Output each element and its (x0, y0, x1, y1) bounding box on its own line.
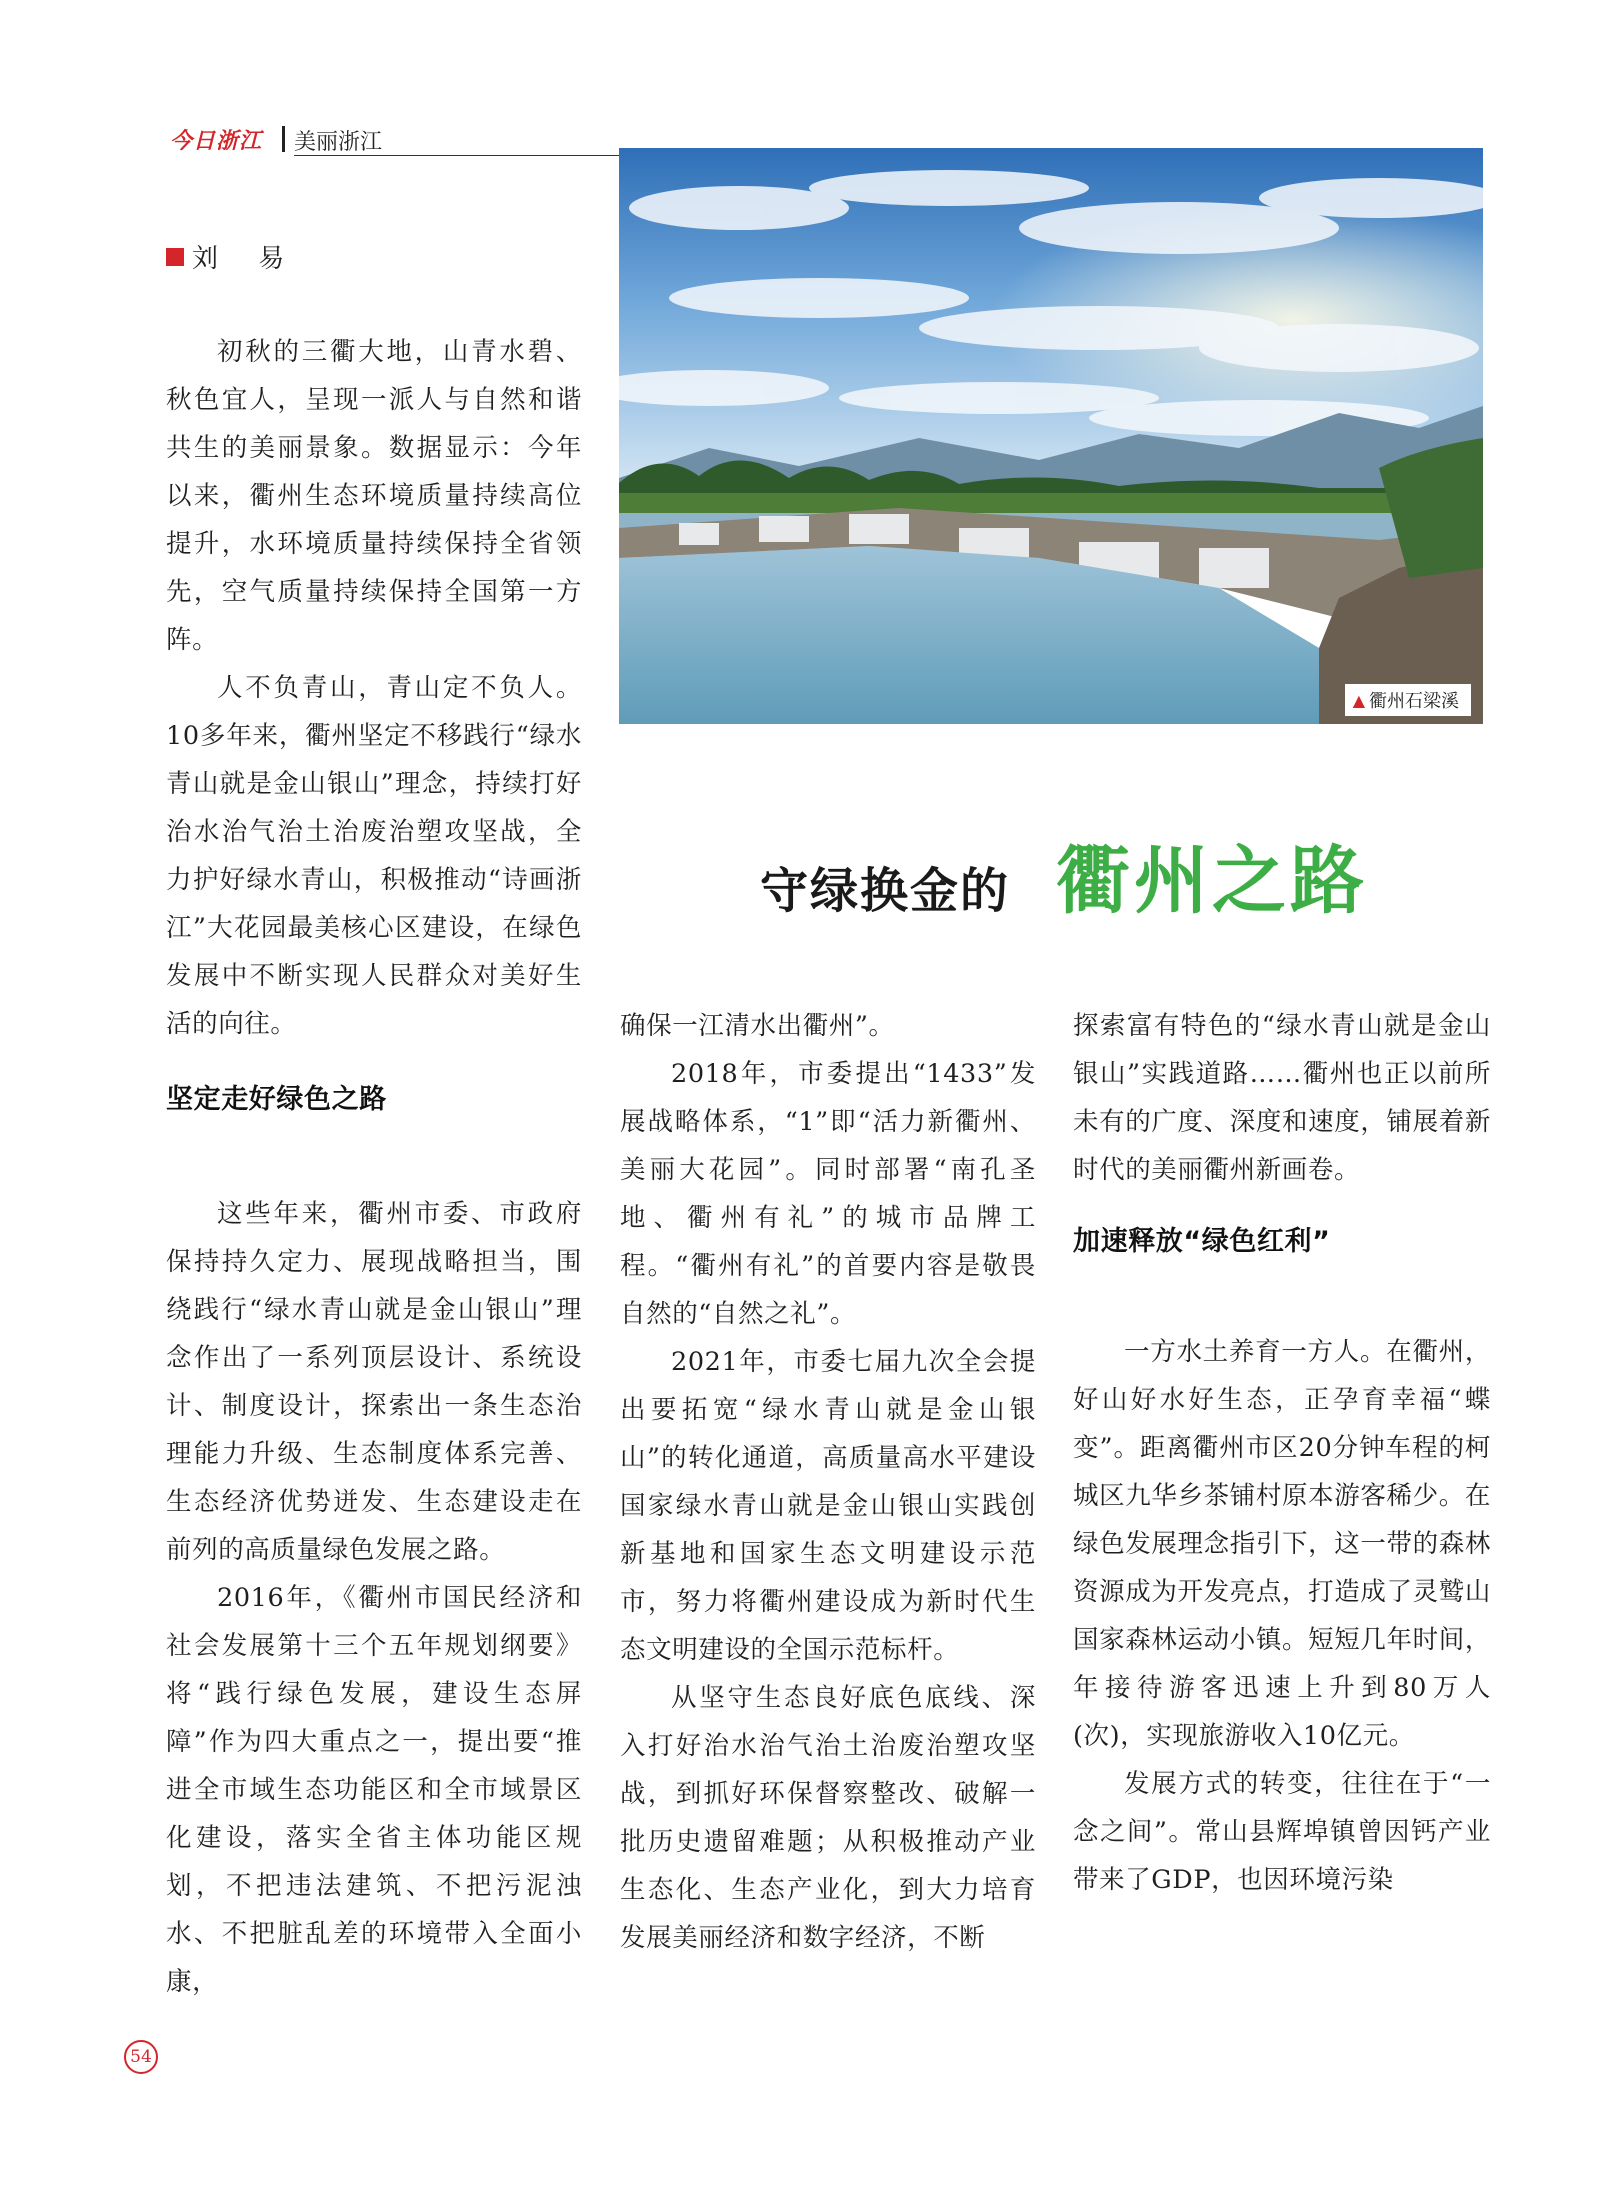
caption-text: 衢州石梁溪 (1369, 691, 1459, 712)
paragraph: 确保一江清水出衢州”。 (620, 1011, 895, 1041)
text-column-1 (166, 328, 582, 2006)
title-lead: 守绿换金的 (760, 863, 1011, 919)
paragraph: 这些年来，衢州市委、市政府保持持久定力、展现战略担当，围绕践行“绿水青山就是金山银山”理念作出了一系列顶层设计、系统设计、制度设计，探索出一条生态治理能力升级、生态制度体系完善、生态经济优势迸发、生态建设走在前列的高质量绿色发展之路。 (166, 1199, 582, 1565)
paragraph: 发展方式的转变，往往在于“一念之间”。常山县辉埠镇曾因钙产业带来了GDP，也因环境污染 (1073, 1769, 1491, 1895)
article-title (760, 818, 1520, 928)
photo-caption (1345, 684, 1471, 716)
masthead-divider (282, 126, 285, 152)
waterfall-landscape-image (619, 148, 1483, 724)
text-column-2 (620, 1002, 1036, 1962)
paragraph: 2016年，《衢州市国民经济和社会发展第十三个五年规划纲要》将“践行绿色发展，建设生态屏障”作为四大重点之一，提出要“推进全市域生态功能区和全市域景区化建设，落实全省主体功能区规划，不把违法建筑、不把污泥浊水、不把脏乱差的环境带入全面小康， (166, 1583, 582, 1997)
paragraph: 从坚守生态良好底色底线、深入打好治水治气治土治废治塑攻坚战，到抓好环保督察整改、破解一批历史遗留难题；从积极推动产业生态化、生态产业化，到大力培育发展美丽经济和数字经济，不断 (620, 1683, 1036, 1953)
author-name: 刘 易 (192, 244, 301, 274)
section-title: 美丽浙江 (294, 130, 383, 155)
title-main: 衢州之路 (1056, 838, 1368, 924)
section-heading: 坚定走好绿色之路 (166, 1084, 387, 1115)
text-column-3 (1073, 1002, 1491, 1904)
paragraph: 2018年，市委提出“1433”发展战略体系，“1”即“活力新衢州、美丽大花园”。同时部署“南孔圣地、衢州有礼”的城市品牌工程。“衢州有礼”的首要内容是敬畏自然的“自然之礼”。 (620, 1059, 1036, 1329)
paragraph: 一方水土养育一方人。在衢州，好山好水好生态，正孕育幸福“蝶变”。距离衢州市区20分钟车程的柯城区九华乡茶铺村原本游客稀少。在绿色发展理念指引下，这一带的森林资源成为开发亮点，打造成了灵鹫山国家森林运动小镇。短短几年时间，年接待游客迅速上升到80万人(次)，实现旅游收入10亿元。 (1073, 1337, 1491, 1751)
paragraph: 探索富有特色的“绿水青山就是金山银山”实践道路……衢州也正以前所未有的广度、深度和速度，铺展着新时代的美丽衢州新画卷。 (1073, 1011, 1491, 1185)
paragraph: 2021年，市委七届九次全会提出要拓宽“绿水青山就是金山银山”的转化通道，高质量高水平建设国家绿水青山就是金山银山实践创新基地和国家生态文明建设示范市，努力将衢州建设成为新时代生态文明建设的全国示范标杆。 (620, 1347, 1036, 1665)
magazine-logo: 今日浙江 (170, 128, 263, 154)
triangle-icon: ▲ (1352, 690, 1365, 710)
red-square-icon (166, 248, 184, 266)
section-heading: 加速释放“绿色红利” (1073, 1226, 1331, 1257)
landscape-photo (619, 148, 1483, 724)
paragraph: 人不负青山，青山定不负人。10多年来，衢州坚定不移践行“绿水青山就是金山银山”理念，持续打好治水治气治土治废治塑攻坚战，全力护好绿水青山，积极推动“诗画浙江”大花园最美核心区建设，在绿色发展中不断实现人民群众对美好生活的向往。 (166, 673, 582, 1039)
paragraph: 初秋的三衢大地，山青水碧、秋色宜人，呈现一派人与自然和谐共生的美丽景象。数据显示：今年以来，衢州生态环境质量持续高位提升，水环境质量持续保持全省领先，空气质量持续保持全国第一方阵。 (166, 337, 582, 655)
author-byline (166, 238, 300, 275)
page-number: 54 (124, 2040, 158, 2074)
masthead (170, 124, 510, 154)
